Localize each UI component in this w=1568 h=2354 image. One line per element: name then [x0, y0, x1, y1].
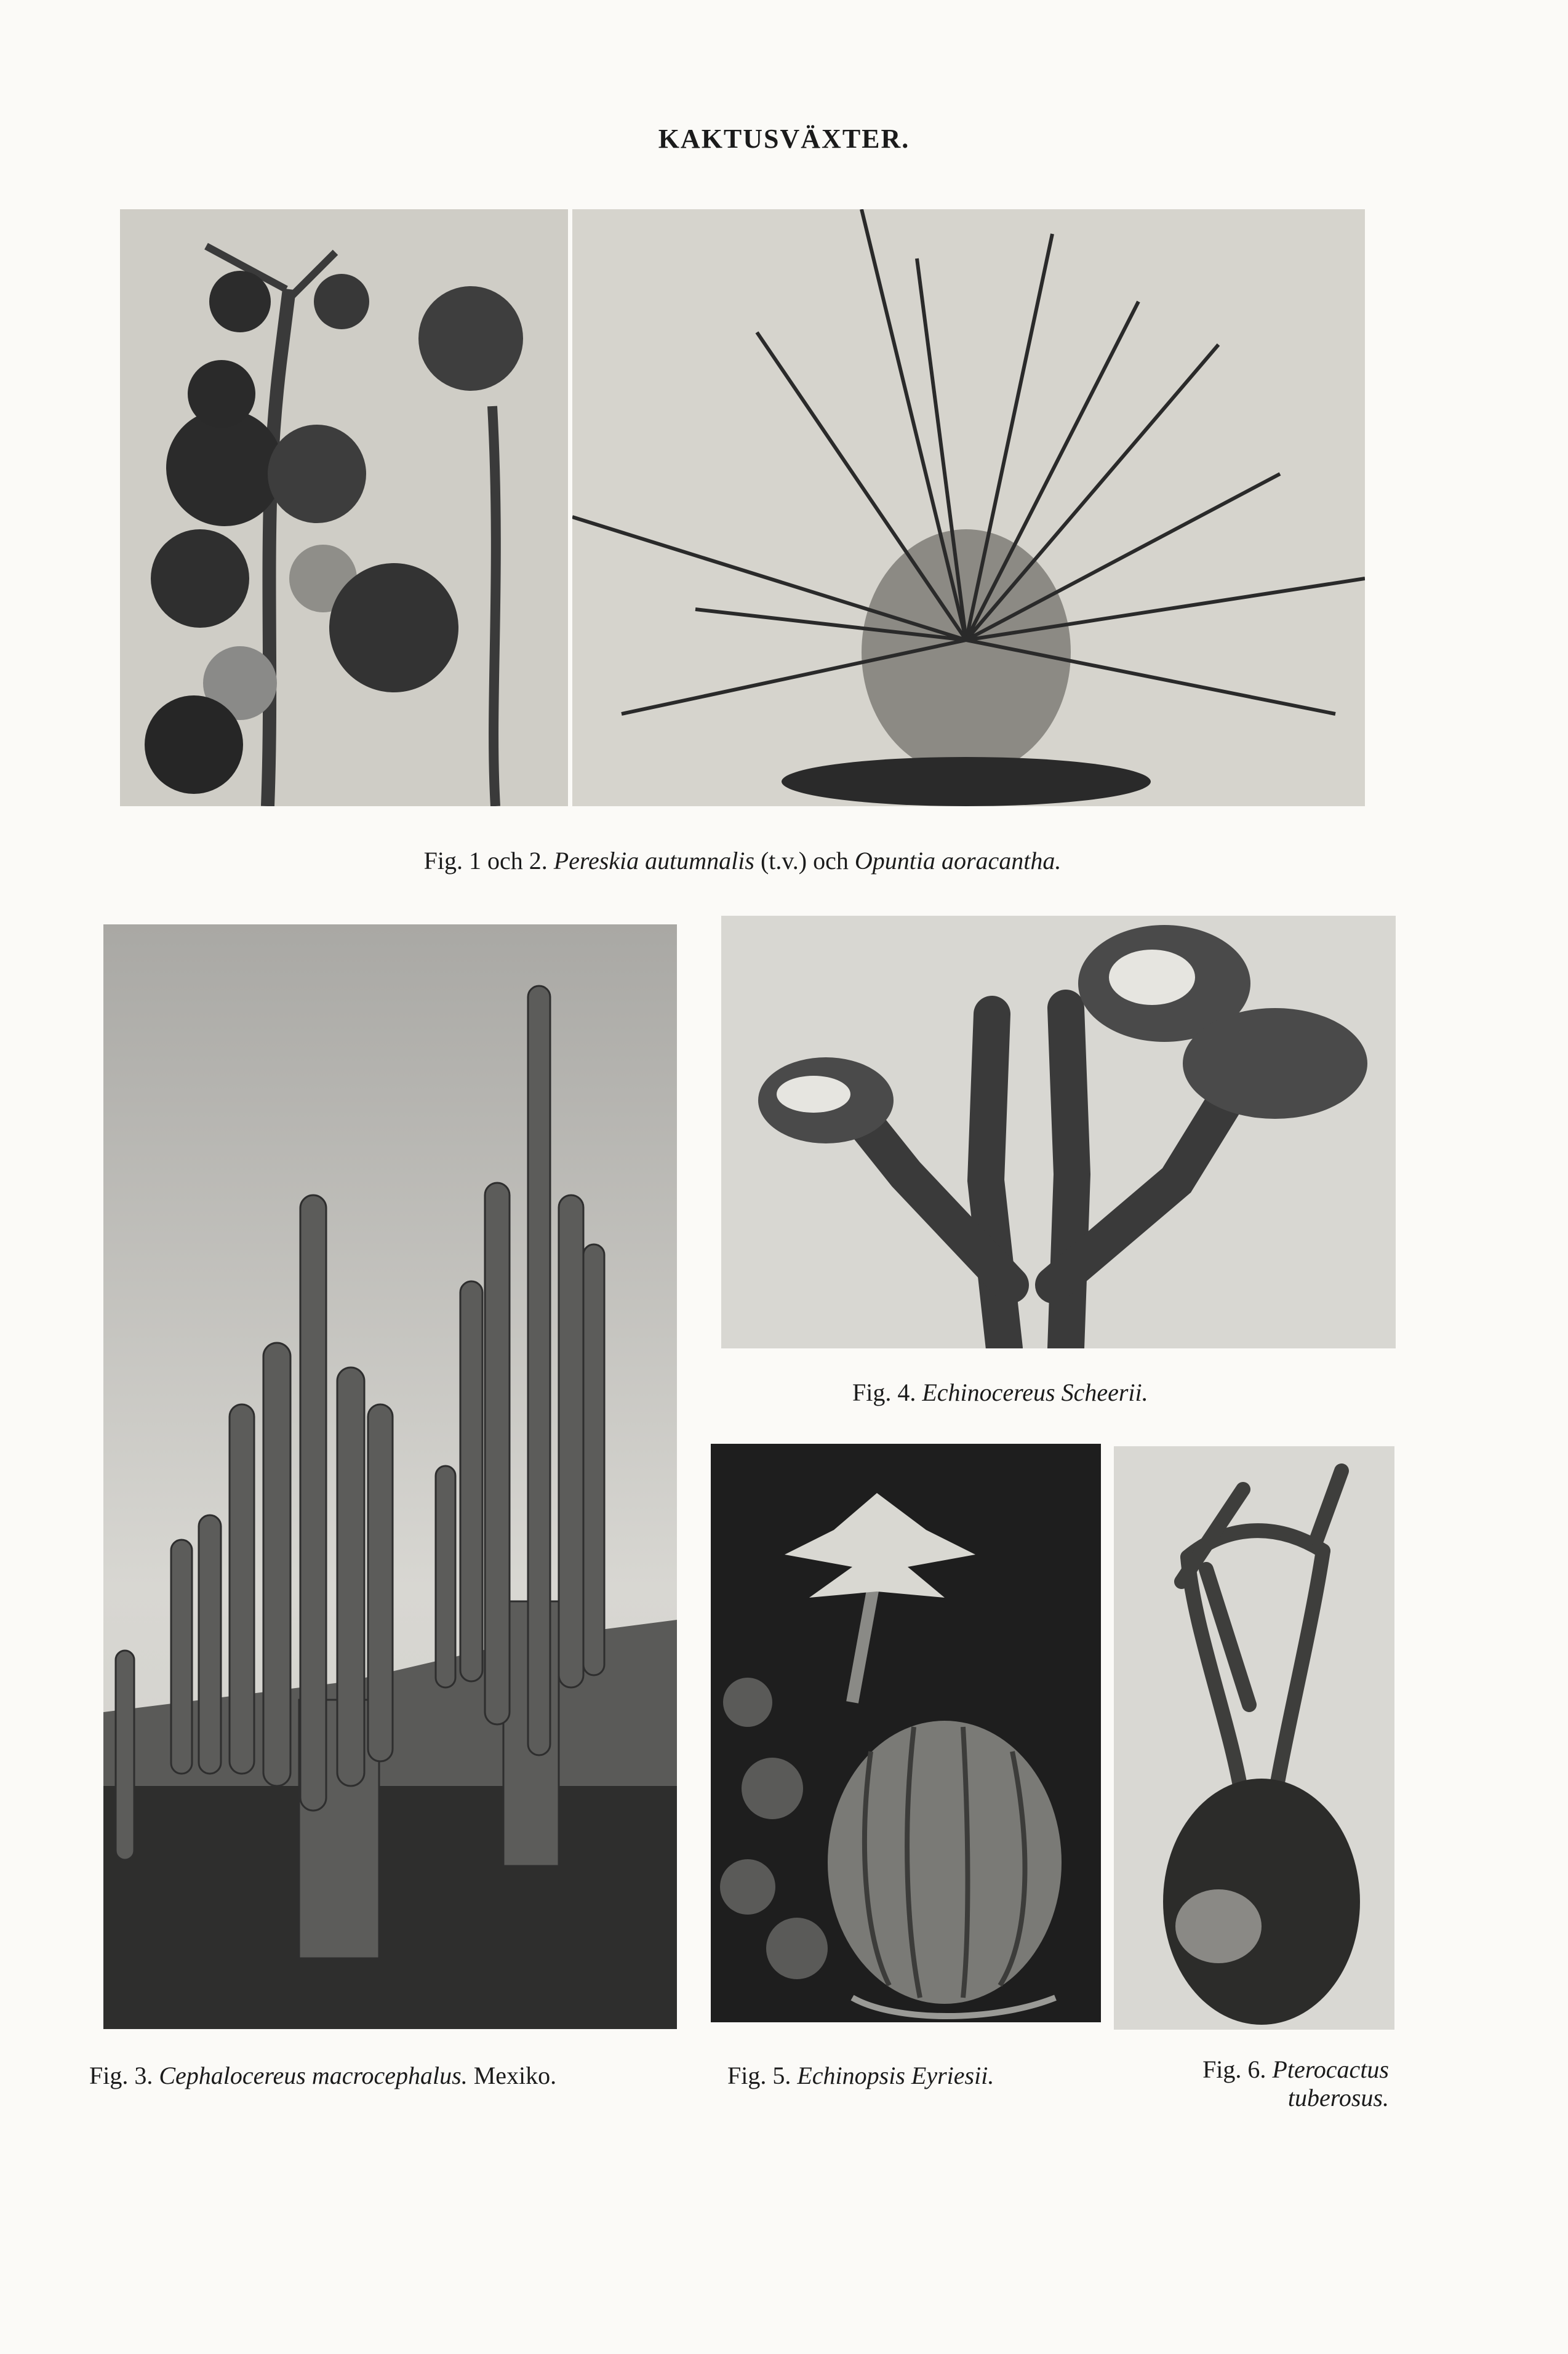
page-title: KAKTUSVÄXTER. [658, 124, 910, 154]
photo-fig-2-opuntia [572, 209, 1365, 806]
caption-fig-3: Fig. 3. Cephalocereus macrocephalus. Mexiko. [89, 2062, 557, 2089]
caption-fig-6: Fig. 6. Pterocactus tuberosus. [1202, 2056, 1389, 2112]
photo-fig-3-cephalocereus [103, 924, 677, 2029]
photo-fig-6-pterocactus [1114, 1446, 1394, 2030]
photo-fig-1-pereskia [120, 209, 568, 806]
photo-fig-5-echinopsis [711, 1444, 1101, 2022]
photo-fig-4-echinocereus [721, 916, 1396, 1348]
caption-fig-5: Fig. 5. Echinopsis Eyriesii. [727, 2062, 994, 2089]
caption-fig-4: Fig. 4. Echinocereus Scheerii. [852, 1379, 1148, 1406]
caption-fig-1-2: Fig. 1 och 2. Pereskia autumnalis (t.v.) och Opuntia aoracantha. [423, 847, 1062, 875]
